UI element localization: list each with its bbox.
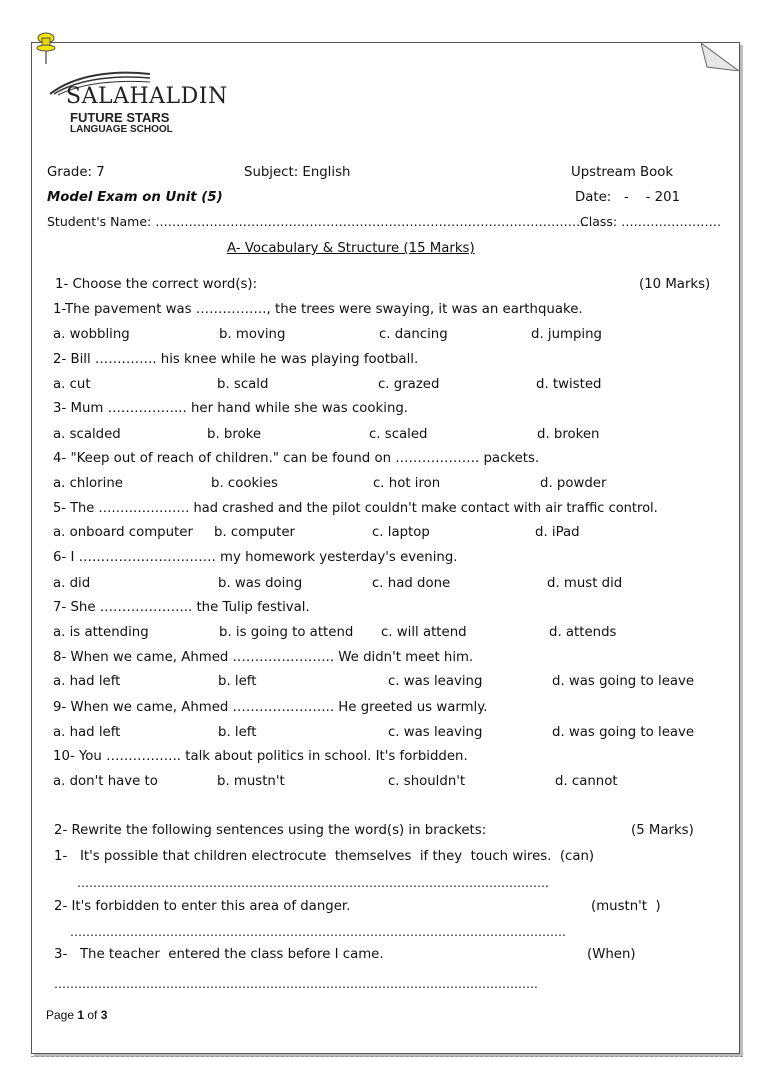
q1-item-8-option-b: b. left bbox=[218, 674, 257, 689]
q1-item-3-stem: 3- Mum ……………... her hand while she was cooking. bbox=[53, 401, 409, 416]
exam-title: Model Exam on Unit (5) bbox=[47, 190, 223, 205]
q1-item-3-option-a: a. scalded bbox=[53, 427, 121, 442]
q1-item-8-stem: 8- When we came, Ahmed ………………….. We didn't meet him. bbox=[53, 650, 474, 665]
q1-item-2-stem: 2- Bill ………….. his knee while he was playing football. bbox=[53, 352, 419, 367]
q1-item-9-option-d: d. was going to leave bbox=[552, 725, 695, 740]
q1-item-9-option-b: b. left bbox=[218, 725, 257, 740]
q1-item-2-option-b: b. scald bbox=[217, 377, 269, 392]
q1-item-3-option-d: d. broken bbox=[537, 427, 600, 442]
bottom-rule bbox=[31, 1056, 743, 1057]
q2-item-2-cue: (mustn't ) bbox=[591, 899, 661, 914]
q2-item-2-text: 2- It's forbidden to enter this area of danger. bbox=[54, 899, 351, 914]
q1-item-6-option-b: b. was doing bbox=[218, 576, 303, 591]
q1-item-7-option-c: c. will attend bbox=[381, 625, 467, 640]
q1-item-1-option-b: b. moving bbox=[219, 327, 286, 342]
q1-item-1-option-d: d. jumping bbox=[531, 327, 602, 342]
q1-item-6-option-a: a. did bbox=[53, 576, 91, 591]
q2-item-3-text: 3- The teacher entered the class before I came. bbox=[54, 947, 384, 962]
logo-line-3: LANGUAGE SCHOOL bbox=[70, 124, 173, 135]
q1-item-4-option-d: d. powder bbox=[540, 476, 607, 491]
q1-item-9-option-a: a. had left bbox=[53, 725, 121, 740]
q1-item-4-option-c: c. hot iron bbox=[373, 476, 441, 491]
school-logo bbox=[46, 68, 228, 136]
grade-label: Grade: 7 bbox=[47, 165, 105, 180]
page-total: 3 bbox=[100, 1008, 108, 1022]
q1-item-5-option-b: b. computer bbox=[214, 525, 296, 540]
q1-item-2-option-c: c. grazed bbox=[378, 377, 440, 392]
student-name-field: Student's Name: …………………………………………………………………………………………… bbox=[47, 214, 593, 229]
subject-label: Subject: English bbox=[244, 165, 351, 180]
logo-line-2: FUTURE STARS bbox=[70, 110, 170, 125]
q1-item-8-option-a: a. had left bbox=[53, 674, 121, 689]
q1-item-1-stem: 1-The pavement was ……………., the trees were swaying, it was an earthquake. bbox=[53, 302, 583, 317]
page-of: of bbox=[84, 1008, 101, 1022]
q1-item-6-option-c: c. had done bbox=[372, 576, 451, 591]
q1-item-5-option-d: d. iPad bbox=[535, 525, 580, 540]
q1-item-2-option-d: d. twisted bbox=[536, 377, 602, 392]
book-label: Upstream Book bbox=[571, 165, 674, 180]
q2-heading: 2- Rewrite the following sentences using the word(s) in brackets: bbox=[54, 823, 487, 838]
q2-item-2-answer-line: ……………………………………………………………………………………………………………. bbox=[70, 925, 566, 939]
page-number bbox=[46, 1008, 107, 1022]
pushpin-icon bbox=[34, 30, 58, 66]
q1-item-8-option-d: d. was going to leave bbox=[552, 674, 695, 689]
q1-item-7-option-d: d. attends bbox=[549, 625, 617, 640]
q1-item-10-option-c: c. shouldn't bbox=[388, 774, 466, 789]
q1-item-6-stem: 6- I …………………………. my homework yesterday's evening. bbox=[53, 550, 458, 565]
q1-item-3-option-c: c. scaled bbox=[369, 427, 428, 442]
q1-item-6-option-d: d. must did bbox=[547, 576, 623, 591]
q2-item-1-answer-line: ………………………………………………………………………………………………………. bbox=[77, 876, 549, 890]
q1-heading: 1- Choose the correct word(s): bbox=[55, 277, 258, 292]
q1-item-7-option-b: b. is going to attend bbox=[219, 625, 354, 640]
q1-item-2-option-a: a. cut bbox=[53, 377, 91, 392]
q1-item-10-option-d: d. cannot bbox=[555, 774, 618, 789]
page-fold-corner bbox=[701, 43, 739, 71]
q1-item-7-option-a: a. is attending bbox=[53, 625, 149, 640]
q1-item-1-option-a: a. wobbling bbox=[53, 327, 130, 342]
q1-item-9-option-c: c. was leaving bbox=[388, 725, 483, 740]
q1-item-3-option-b: b. broke bbox=[207, 427, 262, 442]
q1-item-4-option-b: b. cookies bbox=[211, 476, 278, 491]
q1-item-4-option-a: a. chlorine bbox=[53, 476, 123, 491]
q1-item-9-stem: 9- When we came, Ahmed ………………….. He greeted us warmly. bbox=[53, 700, 488, 715]
q1-item-10-option-b: b. mustn't bbox=[217, 774, 285, 789]
q2-marks: (5 Marks) bbox=[631, 823, 694, 838]
page-prefix: Page bbox=[46, 1008, 78, 1022]
q2-item-3-answer-line: …………………………………………………………………………………………………………. bbox=[54, 977, 538, 991]
section-a-title: A- Vocabulary & Structure (15 Marks) bbox=[227, 241, 475, 256]
q1-item-10-stem: 10- You …………….. talk about politics in school. It's forbidden. bbox=[53, 749, 468, 764]
q2-item-3-cue: (When) bbox=[587, 947, 636, 962]
q1-item-4-stem: 4- "Keep out of reach of children." can be found on ………………. packets. bbox=[53, 451, 540, 466]
class-field: Class: …………………… bbox=[580, 214, 722, 229]
page-current: 1 bbox=[77, 1008, 85, 1022]
q1-item-5-option-a: a. onboard computer bbox=[53, 525, 193, 540]
date-label: Date: - - 201 bbox=[575, 190, 681, 205]
q1-item-5-stem: 5- The ………………… had crashed and the pilot couldn't make contact with air traffic control. bbox=[53, 501, 658, 516]
q1-item-7-stem: 7- She ………………... the Tulip festival. bbox=[53, 600, 310, 615]
q1-item-5-option-c: c. laptop bbox=[372, 525, 430, 540]
q1-item-10-option-a: a. don't have to bbox=[53, 774, 158, 789]
q1-marks: (10 Marks) bbox=[639, 277, 711, 292]
q2-item-1-text: 1- It's possible that children electrocute themselves if they touch wires. (can) bbox=[54, 849, 595, 864]
q1-item-8-option-c: c. was leaving bbox=[388, 674, 483, 689]
q1-item-1-option-c: c. dancing bbox=[379, 327, 448, 342]
logo-line-1: SALAHALDIN bbox=[66, 84, 228, 109]
